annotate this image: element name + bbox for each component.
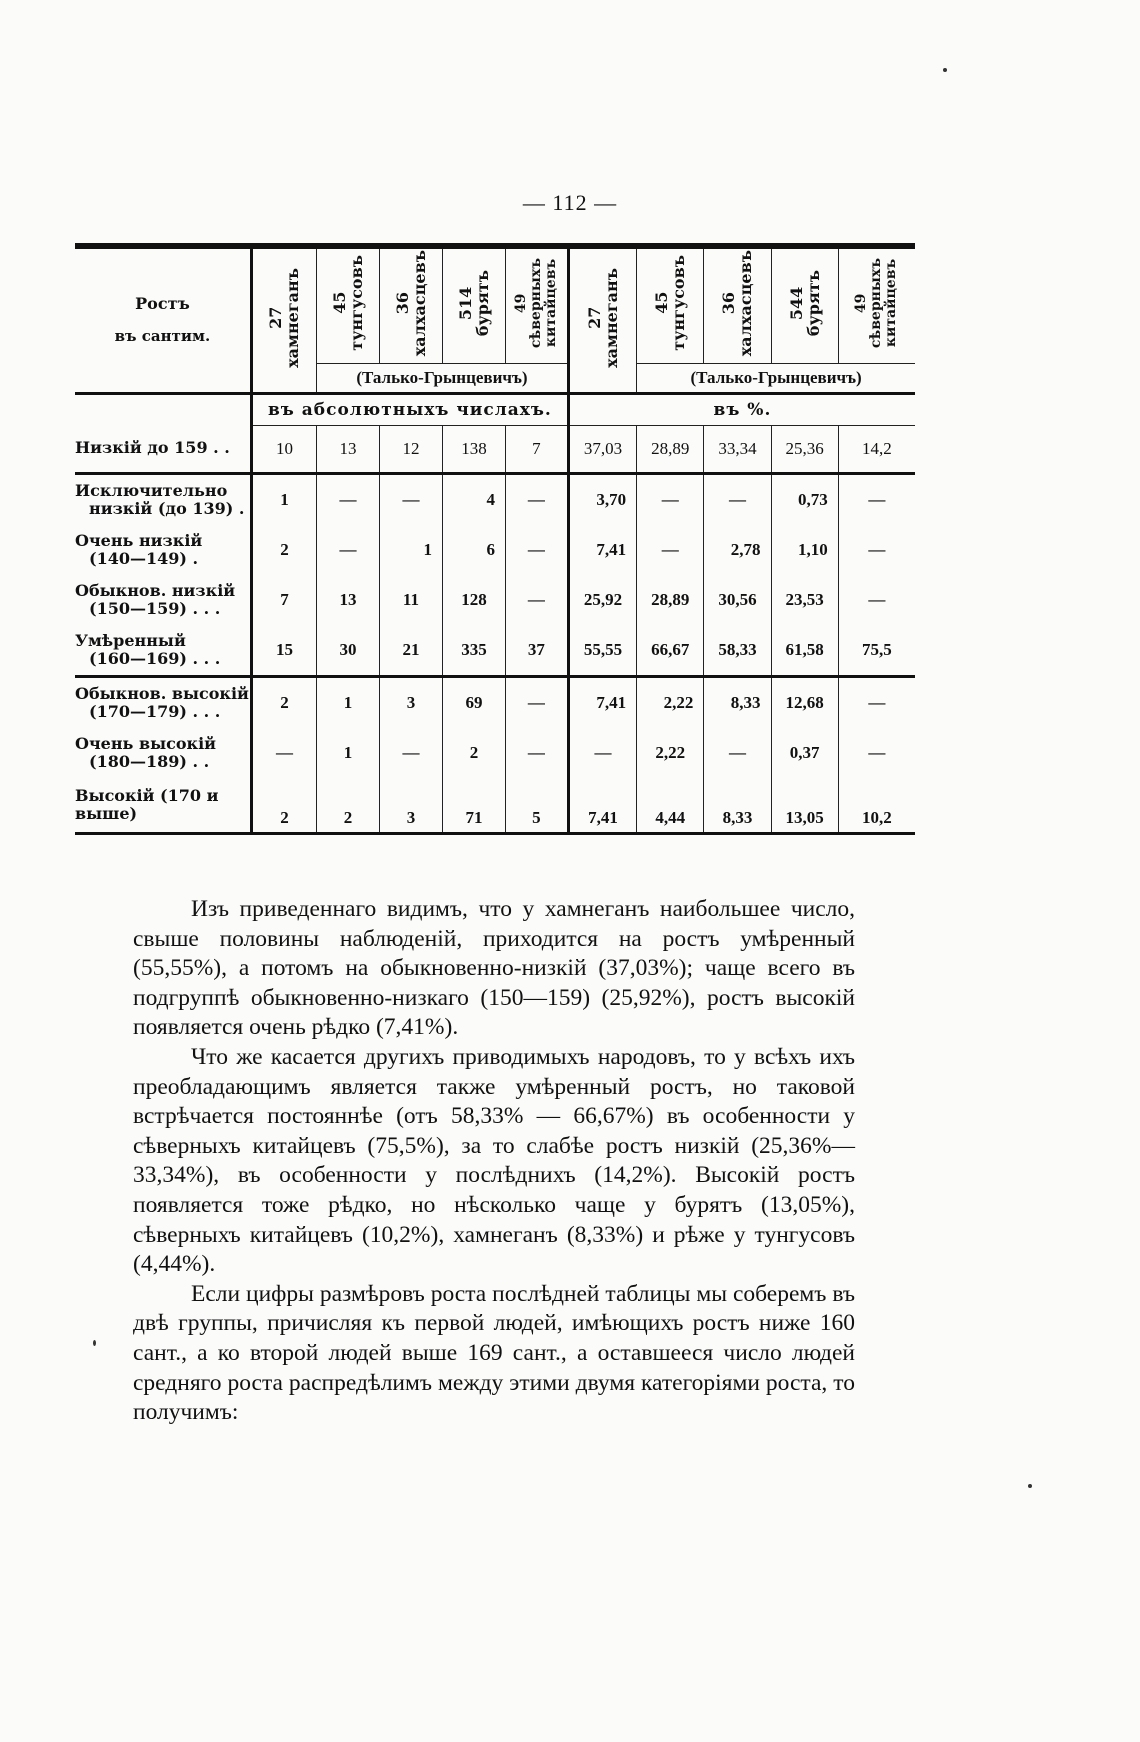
cell: 10,2 <box>838 778 915 834</box>
col-header-pct-4: 544 бурятъ <box>771 246 838 363</box>
col-header-pct-3: 36 халхасцевъ <box>704 246 771 363</box>
cell: — <box>838 676 915 728</box>
cell: 2 <box>442 728 505 778</box>
body-text <box>133 895 855 1428</box>
cell: 1 <box>316 728 379 778</box>
cell: 2 <box>251 676 316 728</box>
cell: 30,56 <box>704 575 771 625</box>
table-row <box>75 575 915 625</box>
page-number: — 112 — <box>522 190 618 215</box>
cell: — <box>637 525 704 575</box>
row-label: Высокій (170 и выше) <box>75 785 219 823</box>
col-header-abs-1: 27 хамнеганъ <box>251 246 316 393</box>
table-row <box>75 728 915 778</box>
cell: 1 <box>379 525 442 575</box>
cell: 58,33 <box>704 625 771 677</box>
cell: 12,68 <box>771 676 838 728</box>
cell: 2 <box>251 778 316 834</box>
row-label: Обыкнов. низкій (150—159) . . . <box>75 580 236 618</box>
cell: 28,89 <box>637 575 704 625</box>
scan-speck <box>943 68 947 72</box>
table-row <box>75 525 915 575</box>
paragraph: Если цифры размѣровъ роста послѣдней таблицы мы соберемъ въ двѣ группы, причисляя къ первой людей, имѣющихъ ростъ ниже 160 сант., а ко второй людей выше 169 сант., а оставшееся число людей средняго роста распредѣлимъ между этими двумя категоріями роста, то получимъ: <box>133 1280 855 1426</box>
cell: — <box>838 473 915 525</box>
header-rost: Ростъ <box>135 294 190 314</box>
source-note-left: (Талько-Грынцевичъ) <box>316 363 568 393</box>
cell: 7,41 <box>568 778 636 834</box>
cell: 3 <box>379 676 442 728</box>
cell: 7 <box>505 425 568 473</box>
cell: 138 <box>442 425 505 473</box>
scan-speck <box>1028 1484 1032 1488</box>
cell: — <box>637 473 704 525</box>
row-label: Очень низкій (140—149) . <box>75 530 203 568</box>
cell: — <box>505 473 568 525</box>
cell: 2 <box>251 525 316 575</box>
cell: 8,33 <box>704 676 771 728</box>
cell: 7,41 <box>568 525 636 575</box>
cell: — <box>505 676 568 728</box>
cell: 55,55 <box>568 625 636 677</box>
cell: — <box>704 473 771 525</box>
cell: 37,03 <box>568 425 636 473</box>
cell: — <box>379 473 442 525</box>
cell: 71 <box>442 778 505 834</box>
cell: 75,5 <box>838 625 915 677</box>
header-cm: въ сантим. <box>114 327 211 346</box>
cell: 335 <box>442 625 505 677</box>
cell: 11 <box>379 575 442 625</box>
cell: 13,05 <box>771 778 838 834</box>
cell: 3,70 <box>568 473 636 525</box>
cell: 14,2 <box>838 425 915 473</box>
cell: — <box>838 525 915 575</box>
header-row <box>75 246 915 363</box>
cell: — <box>838 575 915 625</box>
scan-speck <box>93 1340 96 1346</box>
units-absolute: въ абсолютныхъ числахъ. <box>251 393 568 425</box>
table-row <box>75 676 915 728</box>
cell: 4,44 <box>637 778 704 834</box>
table-row <box>75 625 915 677</box>
cell: 4 <box>442 473 505 525</box>
cell: 1,10 <box>771 525 838 575</box>
cell: — <box>251 728 316 778</box>
cell: 25,92 <box>568 575 636 625</box>
source-note-right: (Талько-Грынцевичъ) <box>637 363 915 393</box>
cell: 13 <box>316 425 379 473</box>
cell: 8,33 <box>704 778 771 834</box>
row-label: Низкій до 159 . . <box>75 425 251 473</box>
cell: — <box>505 525 568 575</box>
cell: 3 <box>379 778 442 834</box>
cell: — <box>704 728 771 778</box>
cell: — <box>838 728 915 778</box>
cell: 10 <box>251 425 316 473</box>
col-header-abs-5: 49 сѣверныхъ китайцевъ <box>505 246 568 363</box>
cell: 5 <box>505 778 568 834</box>
row-label: Умѣренный (160—169) . . . <box>75 625 251 677</box>
cell: 23,53 <box>771 575 838 625</box>
col-header-abs-2: 45 тунгусовъ <box>316 246 379 363</box>
units-blank <box>75 393 251 425</box>
row-label: Обыкнов. высокій (170—179) . . . <box>75 683 249 721</box>
cell: 1 <box>251 473 316 525</box>
cell: 2,22 <box>637 728 704 778</box>
cell: 128 <box>442 575 505 625</box>
table-row <box>75 778 915 834</box>
cell: — <box>379 728 442 778</box>
units-row <box>75 393 915 425</box>
col-header-abs-3: 36 халхасцевъ <box>379 246 442 363</box>
cell: 66,67 <box>637 625 704 677</box>
cell: 7 <box>251 575 316 625</box>
cell: 2,22 <box>637 676 704 728</box>
cell: 37 <box>505 625 568 677</box>
cell: 7,41 <box>568 676 636 728</box>
cell: 30 <box>316 625 379 677</box>
stature-table <box>75 243 915 835</box>
cell: 61,58 <box>771 625 838 677</box>
cell: 28,89 <box>637 425 704 473</box>
col-header-abs-4: 514 бурятъ <box>442 246 505 363</box>
paragraph: Изъ приведеннаго видимъ, что у хамнеганъ наибольшее число, свыше половины наблюденій, приходится на ростъ умѣренный (55,55%), а потомъ на обыкновенно-низкій (37,03%); чаще всего въ подгруппѣ обыкновенно-низкаго (150—159) (25,92%), ростъ высокій появляется очень рѣдко (7,41%). <box>133 896 855 1041</box>
cell: 13 <box>316 575 379 625</box>
cell: 1 <box>316 676 379 728</box>
cell: 0,73 <box>771 473 838 525</box>
cell: — <box>316 473 379 525</box>
cell: 15 <box>251 625 316 677</box>
cell: 69 <box>442 676 505 728</box>
units-percent: въ %. <box>568 393 915 425</box>
cell: 2 <box>316 778 379 834</box>
table-row <box>75 473 915 525</box>
cell: — <box>568 728 636 778</box>
cell: — <box>505 575 568 625</box>
paragraph: Что же касается другихъ приводимыхъ народовъ, то у всѣхъ ихъ преобладающимъ является также умѣренный ростъ, но таковой встрѣчается постояннѣе (отъ 58,33% — 66,67%) въ особенности у сѣверныхъ китайцевъ (75,5%), за то слабѣе ростъ низкій (25,36%—33,34%), въ особенности у послѣднихъ (14,2%). Высокій ростъ появляется тоже рѣдко, но нѣсколько чаще у бурятъ (13,05%), сѣверныхъ китайцевъ (10,2%), хамнеганъ (8,33%) и рѣже у тунгусовъ (4,44%). <box>133 1043 855 1278</box>
cell: 21 <box>379 625 442 677</box>
col-header-pct-1: 27 хамнеганъ <box>568 246 636 393</box>
cell: 0,37 <box>771 728 838 778</box>
data-table <box>75 243 915 835</box>
cell: 12 <box>379 425 442 473</box>
cell: — <box>316 525 379 575</box>
cell: — <box>505 728 568 778</box>
cell: 25,36 <box>771 425 838 473</box>
cell: 2,78 <box>704 525 771 575</box>
col-header-pct-5: 49 сѣверныхъ китайцевъ <box>838 246 915 363</box>
table-row <box>75 425 915 473</box>
cell: 6 <box>442 525 505 575</box>
row-label: Исключительно низкій (до 139) . <box>75 480 245 518</box>
col-header-pct-2: 45 тунгусовъ <box>637 246 704 363</box>
row-label: Очень высокій (180—189) . . <box>75 733 217 771</box>
cell: 33,34 <box>704 425 771 473</box>
row-header-label <box>75 246 251 393</box>
